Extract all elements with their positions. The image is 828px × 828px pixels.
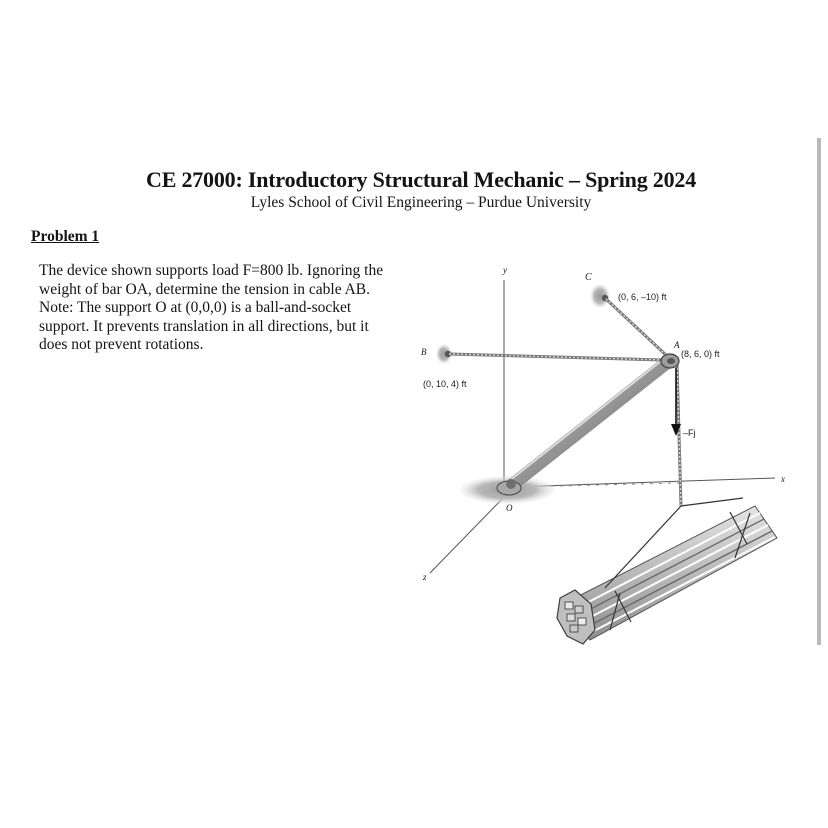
point-o-label: O bbox=[506, 503, 513, 513]
bundle-stripe bbox=[581, 525, 768, 622]
bundle-end-piece bbox=[578, 618, 586, 625]
problem-figure bbox=[405, 258, 805, 658]
problem-label: Problem 1 bbox=[31, 228, 100, 245]
page-edge-shadow bbox=[817, 138, 821, 645]
problem-note: Note: The support O at (0,0,0) is a ball-and-socket support. It prevents translation in all directions, but it does not prevent rotations. bbox=[39, 299, 369, 354]
point-b-label: B bbox=[421, 347, 427, 357]
point-b-coordinates: (0, 10, 4) ft bbox=[423, 379, 467, 389]
point-c-coordinates: (0, 6, –10) ft bbox=[618, 292, 667, 302]
document-title: CE 27000: Introductory Structural Mechanic – Spring 2024 bbox=[146, 167, 696, 192]
problem-statement: The device shown supports load F=800 lb. Ignoring the weight of bar OA, determine the tension in cable AB. bbox=[39, 262, 384, 298]
bar-oa bbox=[512, 361, 669, 485]
force-label: –Fj bbox=[683, 428, 696, 438]
axis-y-label: y bbox=[503, 265, 507, 275]
document-subtitle: Lyles School of Civil Engineering – Purdue University bbox=[250, 194, 592, 211]
point-c-label: C bbox=[585, 272, 592, 283]
axis-z-label: z bbox=[423, 572, 427, 582]
problem-statement-block bbox=[39, 262, 399, 355]
bundle-stripe bbox=[577, 519, 764, 616]
bundle-end-piece bbox=[565, 602, 573, 609]
bundle-end-piece bbox=[575, 606, 583, 613]
load-bundle bbox=[557, 498, 777, 644]
joint-a-core bbox=[667, 358, 675, 364]
axis-x-label: x bbox=[781, 474, 785, 484]
z-axis-line bbox=[430, 496, 505, 573]
bundle-end-piece bbox=[570, 625, 578, 632]
bar-oa-highlight bbox=[509, 357, 666, 481]
bundle-end-piece bbox=[567, 614, 575, 621]
point-a-coordinates: (8, 6, 0) ft bbox=[681, 349, 720, 359]
point-a-label: A bbox=[674, 340, 680, 350]
ball-o bbox=[506, 479, 516, 489]
